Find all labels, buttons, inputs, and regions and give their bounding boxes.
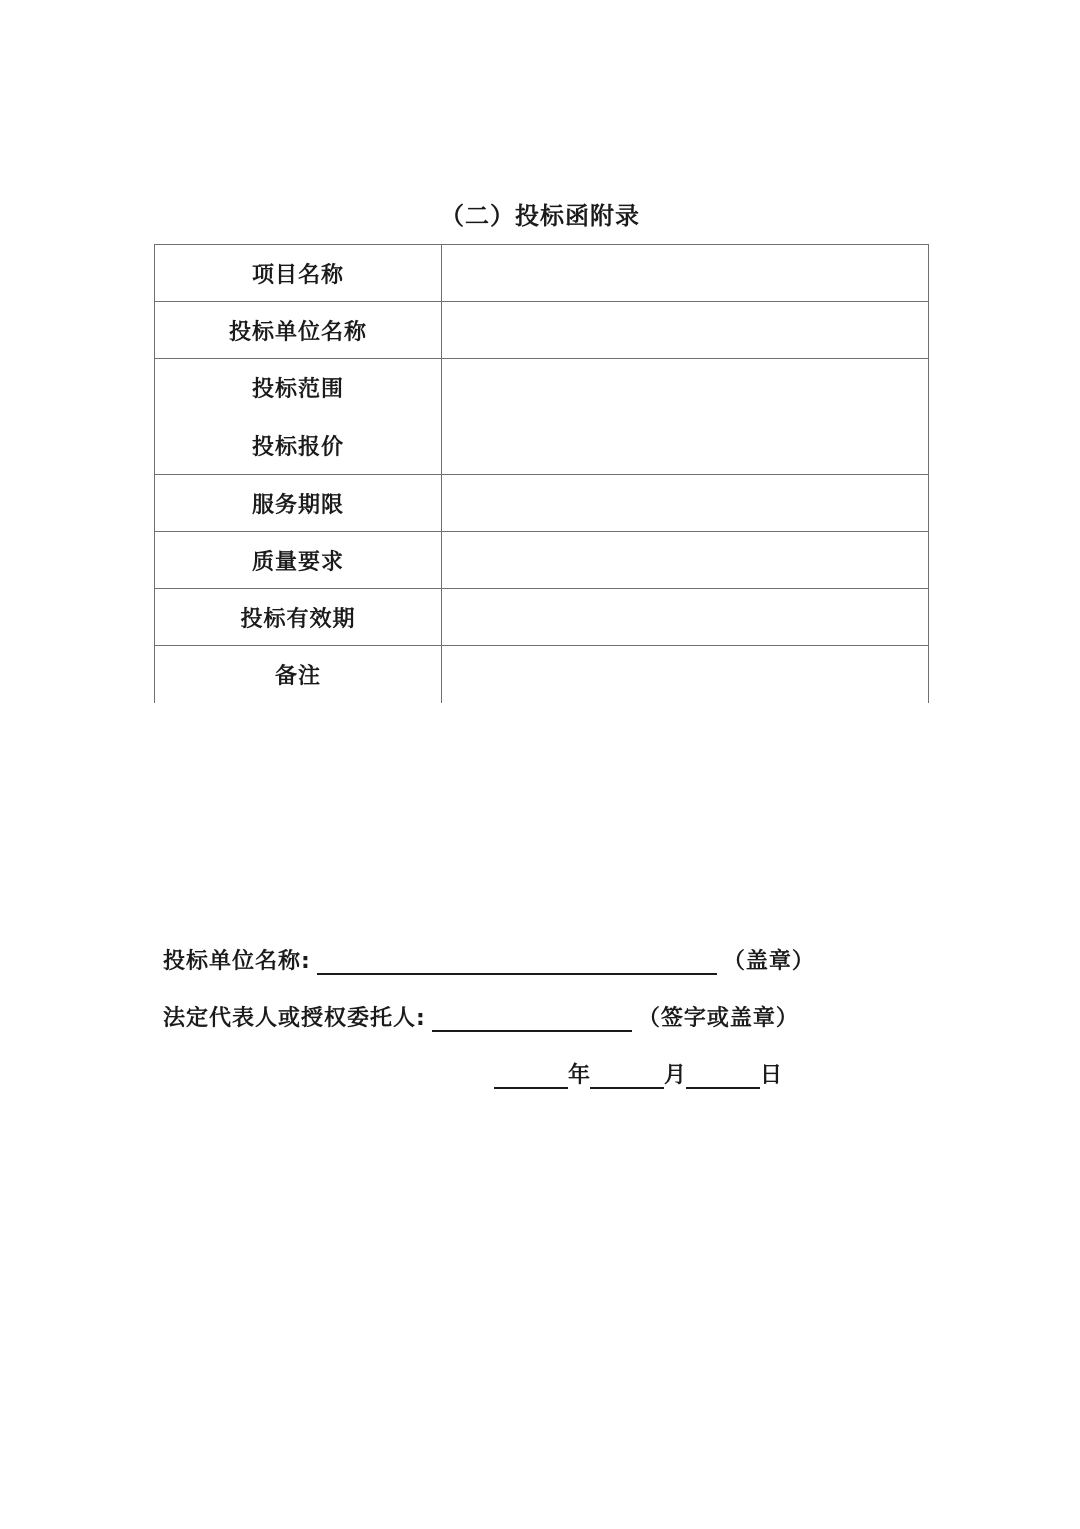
quality-requirement-value[interactable] (442, 532, 929, 589)
company-name-blank[interactable] (317, 951, 717, 975)
table-row (155, 589, 929, 646)
table-row (155, 245, 929, 302)
year-blank[interactable] (494, 1065, 568, 1089)
service-period-value[interactable] (442, 475, 929, 532)
representative-label: 法定代表人或授权委托人: (163, 1006, 426, 1031)
bidder-name-value[interactable] (442, 302, 929, 359)
day-label: 日 (760, 1063, 783, 1088)
table-row (155, 475, 929, 532)
bidder-name-label: 投标单位名称 (155, 302, 442, 359)
company-seal-note: （盖章） (722, 949, 815, 974)
day-blank[interactable] (686, 1065, 760, 1089)
year-label: 年 (568, 1063, 591, 1088)
company-signature-line (163, 944, 815, 975)
month-blank[interactable] (590, 1065, 664, 1089)
page-title: （二）投标函附录 (440, 202, 640, 230)
bid-validity-value[interactable] (442, 589, 929, 646)
table-row (155, 359, 929, 475)
service-period-label: 服务期限 (155, 475, 442, 532)
table-row (155, 532, 929, 589)
remarks-label: 备注 (155, 646, 442, 703)
date-line (494, 1058, 782, 1089)
representative-blank[interactable] (432, 1008, 632, 1032)
scope-price-label-cell (155, 359, 442, 475)
representative-signature-line (163, 1001, 799, 1032)
bid-scope-label: 投标范围 (251, 377, 344, 403)
quality-requirement-label: 质量要求 (155, 532, 442, 589)
project-name-value[interactable] (442, 245, 929, 302)
bid-validity-label: 投标有效期 (155, 589, 442, 646)
month-label: 月 (664, 1063, 687, 1088)
company-name-label: 投标单位名称: (163, 949, 311, 974)
bid-appendix-table (154, 244, 929, 703)
scope-price-value[interactable] (442, 359, 929, 475)
project-name-label: 项目名称 (155, 245, 442, 302)
representative-sign-note: （签字或盖章） (637, 1006, 799, 1031)
bid-price-label: 投标报价 (251, 434, 344, 460)
remarks-value[interactable] (442, 646, 929, 703)
table-row (155, 646, 929, 703)
table-row (155, 302, 929, 359)
